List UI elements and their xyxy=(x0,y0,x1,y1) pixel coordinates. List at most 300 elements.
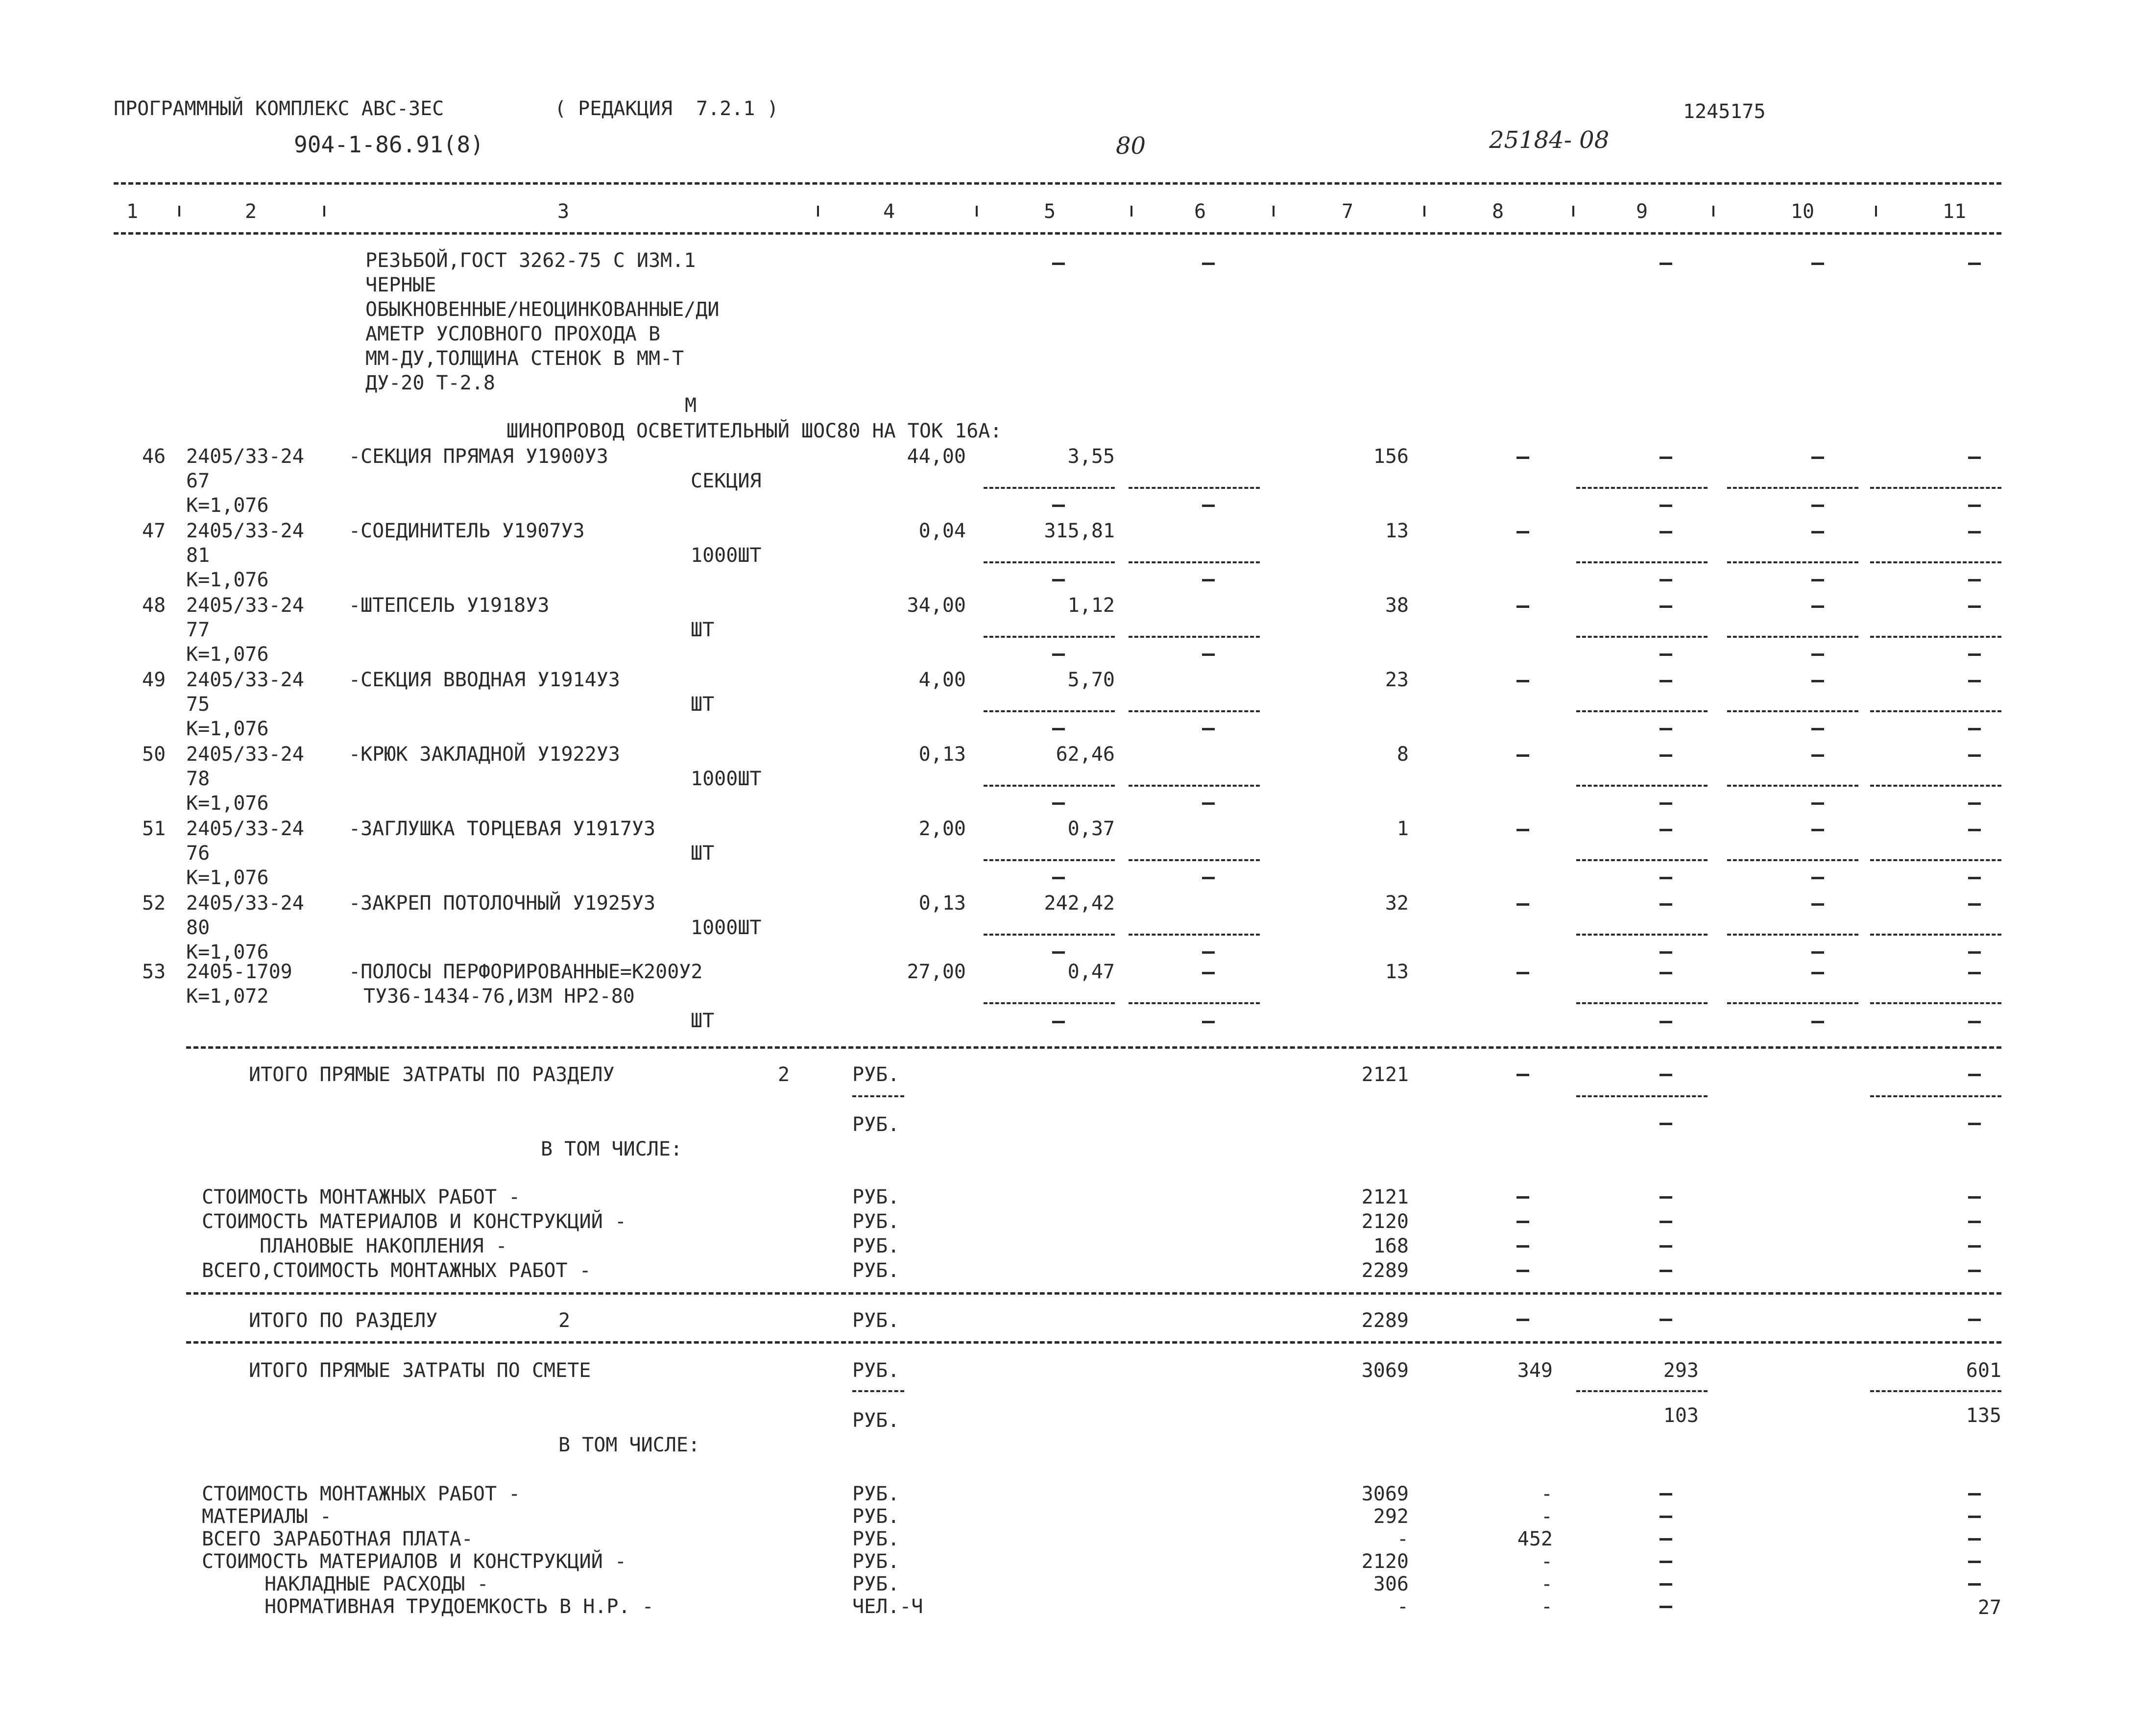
sub-rule xyxy=(1576,710,1708,712)
document-code: 1245175 xyxy=(1683,100,1766,123)
header-rule-top xyxy=(114,182,2001,185)
sub-rule xyxy=(852,1390,904,1392)
unit: РУБ. xyxy=(852,1550,900,1573)
column-number: 4 xyxy=(883,200,895,223)
dash xyxy=(1811,605,1824,608)
column-separator xyxy=(1273,206,1275,217)
row-number: 50 xyxy=(142,743,166,766)
unit: РУБ. xyxy=(852,1505,900,1528)
row-total: 156 xyxy=(1373,445,1409,468)
sub-rule xyxy=(984,561,1115,563)
row-code-suffix: 78 xyxy=(186,768,210,790)
column-separator xyxy=(323,206,325,217)
column-separator xyxy=(178,206,180,217)
estimate-direct-label: ИТОГО ПРЯМЫЕ ЗАТРАТЫ ПО СМЕТЕ xyxy=(249,1359,591,1382)
dash xyxy=(1968,505,1981,507)
row-price: 5,70 xyxy=(1067,669,1115,691)
dash xyxy=(1516,1319,1529,1321)
column-separator xyxy=(1423,206,1425,217)
row-number: 49 xyxy=(142,669,166,691)
estimate-col11: 601 xyxy=(1966,1359,2001,1382)
dash xyxy=(1660,1606,1672,1608)
dash xyxy=(1968,1021,1981,1023)
dash xyxy=(1516,754,1529,757)
row-qty: 27,00 xyxy=(907,961,966,983)
dash xyxy=(1968,754,1981,757)
row-code-suffix: 76 xyxy=(186,842,210,865)
row-code: 2405/33-24 xyxy=(186,818,304,840)
column-number: 7 xyxy=(1341,200,1354,223)
dash xyxy=(1660,754,1672,757)
estimate-col7: 3069 xyxy=(1361,1359,1409,1382)
section-direct-total: 2121 xyxy=(1361,1063,1409,1086)
row-unit: 1000ШТ xyxy=(691,544,762,567)
row-total: 1 xyxy=(1396,818,1409,840)
currency: РУБ. xyxy=(852,1309,900,1332)
dash xyxy=(1968,1493,1981,1495)
dash xyxy=(1811,579,1824,581)
dash xyxy=(1516,1221,1529,1223)
dash xyxy=(1660,1583,1672,1586)
dash xyxy=(1968,1245,1981,1248)
row-total: 32 xyxy=(1385,892,1409,915)
dash xyxy=(1811,680,1824,682)
row-coef: К=1,076 xyxy=(186,792,269,815)
dash xyxy=(1202,505,1215,507)
dash xyxy=(1202,653,1215,656)
group-title: ШИНОПРОВОД ОСВЕТИТЕЛЬНЫЙ ШОС80 НА ТОК 16А: xyxy=(506,420,1002,442)
sub-rule xyxy=(984,487,1115,489)
sub-rule xyxy=(852,1095,904,1097)
currency: РУБ. xyxy=(852,1359,900,1382)
dash xyxy=(1202,951,1215,954)
sub-rule xyxy=(984,859,1115,861)
row-total: 8 xyxy=(1396,743,1409,766)
dash xyxy=(1660,1270,1672,1272)
dash xyxy=(1660,1516,1672,1518)
dash xyxy=(1516,457,1529,459)
dash xyxy=(1516,680,1529,682)
row-code-suffix: 77 xyxy=(186,619,210,641)
sub-rule xyxy=(1727,785,1858,787)
breakdown-col8: - xyxy=(1540,1595,1553,1618)
sub-rule xyxy=(1870,934,2001,936)
sub-rule xyxy=(1576,1390,1708,1392)
row-price: 0,37 xyxy=(1067,818,1115,840)
unit: РУБ. xyxy=(852,1573,900,1595)
row-code-suffix: 75 xyxy=(186,693,210,716)
row-coef: К=1,076 xyxy=(186,718,269,740)
program-title: ПРОГРАММНЫЙ КОМПЛЕКС АВС-3ЕС xyxy=(114,97,444,120)
dash xyxy=(1968,1538,1981,1541)
breakdown-col8: - xyxy=(1540,1505,1553,1528)
dash xyxy=(1968,1221,1981,1223)
row-unit: 1000ШТ xyxy=(691,916,762,939)
breakdown-label: ВСЕГО,СТОИМОСТЬ МОНТАЖНЫХ РАБОТ - xyxy=(202,1259,591,1282)
dash xyxy=(1660,1221,1672,1223)
dash xyxy=(1968,903,1981,906)
dash xyxy=(1660,1196,1672,1199)
row-price: 3,55 xyxy=(1067,445,1115,468)
dash xyxy=(1660,531,1672,533)
row-coef: К=1,072 xyxy=(186,985,269,1008)
sub-rule xyxy=(1727,636,1858,638)
breakdown-value: 2289 xyxy=(1361,1259,1409,1282)
dash xyxy=(1202,972,1215,974)
dash xyxy=(1516,1245,1529,1248)
dash xyxy=(1052,951,1065,954)
dash xyxy=(1811,653,1824,656)
column-number: 10 xyxy=(1790,200,1815,223)
dash xyxy=(1968,263,1981,265)
unit: ЧЕЛ.-Ч xyxy=(852,1595,923,1618)
column-number: 5 xyxy=(1043,200,1056,223)
estimate-col11-b: 135 xyxy=(1966,1404,2001,1427)
sub-rule xyxy=(1129,710,1260,712)
dash xyxy=(1811,728,1824,730)
row-code: 2405/33-24 xyxy=(186,445,304,468)
dash xyxy=(1660,1021,1672,1023)
row-qty: 0,13 xyxy=(918,743,966,766)
section-including: В ТОМ ЧИСЛЕ: xyxy=(541,1138,682,1160)
project-number: 904-1-86.91(8) xyxy=(294,131,484,158)
breakdown-col7: 3069 xyxy=(1361,1483,1409,1505)
dash xyxy=(1660,1493,1672,1495)
column-separator xyxy=(817,206,819,217)
sub-rule xyxy=(1576,1002,1708,1004)
row-name: -СЕКЦИЯ ВВОДНАЯ У1914У3 xyxy=(349,669,620,691)
dash xyxy=(1968,680,1981,682)
section-rule xyxy=(186,1046,2001,1049)
dash xyxy=(1660,1561,1672,1563)
sub-rule xyxy=(1129,785,1260,787)
breakdown-label: НАКЛАДНЫЕ РАСХОДЫ - xyxy=(265,1573,489,1595)
dash xyxy=(1516,1074,1529,1076)
row-coef: К=1,076 xyxy=(186,569,269,591)
sub-rule xyxy=(1129,487,1260,489)
dash xyxy=(1052,653,1065,656)
dash xyxy=(1968,877,1981,879)
sub-rule xyxy=(1870,710,2001,712)
sub-rule xyxy=(1576,561,1708,563)
dash xyxy=(1811,951,1824,954)
row-unit: СЕКЦИЯ xyxy=(691,470,762,492)
row-number: 47 xyxy=(142,520,166,542)
unit: РУБ. xyxy=(852,1483,900,1505)
row-unit: ШТ xyxy=(691,619,715,641)
dash xyxy=(1660,951,1672,954)
dash xyxy=(1968,1516,1981,1518)
dash xyxy=(1811,903,1824,906)
column-number: 2 xyxy=(244,200,257,223)
dash xyxy=(1811,531,1824,533)
dash xyxy=(1202,263,1215,265)
row-name: -КРЮК ЗАКЛАДНОЙ У1922У3 xyxy=(349,743,620,766)
row-code-suffix: 80 xyxy=(186,916,210,939)
breakdown-label: ВСЕГО ЗАРАБОТНАЯ ПЛАТА- xyxy=(202,1528,473,1550)
currency: РУБ. xyxy=(852,1259,900,1282)
row-name: -СОЕДИНИТЕЛЬ У1907У3 xyxy=(349,520,585,542)
dash xyxy=(1660,972,1672,974)
dash xyxy=(1660,1074,1672,1076)
row-qty: 0,04 xyxy=(918,520,966,542)
column-number: 8 xyxy=(1491,200,1504,223)
section-number: 2 xyxy=(558,1309,571,1332)
column-separator xyxy=(976,206,978,217)
breakdown-col8: - xyxy=(1540,1550,1553,1573)
sub-rule xyxy=(1727,710,1858,712)
unit: РУБ. xyxy=(852,1528,900,1550)
row-coef: К=1,076 xyxy=(186,941,269,964)
row-unit: ШТ xyxy=(691,1010,715,1032)
sub-rule xyxy=(1870,1002,2001,1004)
sub-rule xyxy=(1129,1002,1260,1004)
dash xyxy=(1052,263,1065,265)
dash xyxy=(1811,457,1824,459)
row-number: 53 xyxy=(142,961,166,983)
currency: РУБ. xyxy=(852,1113,900,1136)
sub-rule xyxy=(1870,636,2001,638)
dash xyxy=(1811,263,1824,265)
breakdown-col7: 306 xyxy=(1373,1573,1409,1595)
breakdown-col7: - xyxy=(1396,1595,1409,1618)
sub-rule xyxy=(984,1002,1115,1004)
row-total: 13 xyxy=(1385,520,1409,542)
dash xyxy=(1660,829,1672,831)
dash xyxy=(1660,1123,1672,1125)
dash xyxy=(1052,1021,1065,1023)
row-total: 13 xyxy=(1385,961,1409,983)
dash xyxy=(1968,457,1981,459)
currency: РУБ. xyxy=(852,1210,900,1233)
dash xyxy=(1660,802,1672,805)
dash xyxy=(1811,505,1824,507)
intro-line: АМЕТР УСЛОВНОГО ПРОХОДА В xyxy=(365,323,661,345)
row-coef: К=1,076 xyxy=(186,494,269,517)
currency: РУБ. xyxy=(852,1063,900,1086)
breakdown-col8: - xyxy=(1540,1573,1553,1595)
section-direct-label: ИТОГО ПРЯМЫЕ ЗАТРАТЫ ПО РАЗДЕЛУ xyxy=(249,1063,615,1086)
breakdown-label: ПЛАНОВЫЕ НАКОПЛЕНИЯ - xyxy=(260,1235,507,1257)
dash xyxy=(1660,457,1672,459)
row-name: -ЗАКРЕП ПОТОЛОЧНЫЙ У1925У3 xyxy=(349,892,656,915)
document-number: 25184- 08 xyxy=(1489,126,1610,154)
sub-rule xyxy=(1129,561,1260,563)
estimate-including: В ТОМ ЧИСЛЕ: xyxy=(558,1434,700,1456)
row-code: 2405/33-24 xyxy=(186,669,304,691)
row-number: 51 xyxy=(142,818,166,840)
dash xyxy=(1968,1270,1981,1272)
row-price: 1,12 xyxy=(1067,594,1115,617)
row-coef: К=1,076 xyxy=(186,643,269,666)
sub-rule xyxy=(1870,785,2001,787)
sub-rule xyxy=(1870,1095,2001,1097)
dash xyxy=(1660,1245,1672,1248)
row-code: 2405/33-24 xyxy=(186,743,304,766)
row-code-suffix: 81 xyxy=(186,544,210,567)
sub-rule xyxy=(984,785,1115,787)
dash xyxy=(1968,1583,1981,1586)
dash xyxy=(1811,1021,1824,1023)
intro-unit: М xyxy=(685,394,697,417)
breakdown-value: 2120 xyxy=(1361,1210,1409,1233)
dash xyxy=(1968,972,1981,974)
dash xyxy=(1968,605,1981,608)
dash xyxy=(1516,605,1529,608)
intro-line: ОБЫКНОВЕННЫЕ/НЕОЦИНКОВАННЫЕ/ДИ xyxy=(365,298,720,321)
row-code: 2405/33-24 xyxy=(186,594,304,617)
sub-rule xyxy=(1129,636,1260,638)
breakdown-col7: 2120 xyxy=(1361,1550,1409,1573)
intro-line: РЕЗЬБОЙ,ГОСТ 3262-75 С ИЗМ.1 xyxy=(365,249,696,272)
dash xyxy=(1516,903,1529,906)
sub-rule xyxy=(1727,487,1858,489)
row-price: 62,46 xyxy=(1056,743,1115,766)
sub-rule xyxy=(984,934,1115,936)
dash xyxy=(1052,505,1065,507)
sub-rule xyxy=(1129,934,1260,936)
dash xyxy=(1968,579,1981,581)
row-number: 46 xyxy=(142,445,166,468)
column-number: 9 xyxy=(1636,200,1648,223)
breakdown-label: МАТЕРИАЛЫ - xyxy=(202,1505,332,1528)
dash xyxy=(1052,802,1065,805)
dash xyxy=(1202,579,1215,581)
row-qty: 4,00 xyxy=(918,669,966,691)
sub-rule xyxy=(1870,561,2001,563)
header-rule-bottom xyxy=(114,232,2001,235)
sub-rule xyxy=(1870,859,2001,861)
row-qty: 44,00 xyxy=(907,445,966,468)
row-name: -СЕКЦИЯ ПРЯМАЯ У1900У3 xyxy=(349,445,608,468)
dash xyxy=(1660,653,1672,656)
dash xyxy=(1811,877,1824,879)
row-name: -ЗАГЛУШКА ТОРЦЕВАЯ У1917У3 xyxy=(349,818,656,840)
breakdown-label: СТОИМОСТЬ МОНТАЖНЫХ РАБОТ - xyxy=(202,1186,521,1208)
dash xyxy=(1660,605,1672,608)
row-coef: К=1,076 xyxy=(186,867,269,889)
dash xyxy=(1052,579,1065,581)
row-number: 52 xyxy=(142,892,166,915)
dash xyxy=(1811,802,1824,805)
dash xyxy=(1052,728,1065,730)
breakdown-label: СТОИМОСТЬ МОНТАЖНЫХ РАБОТ - xyxy=(202,1483,521,1505)
column-separator xyxy=(1131,206,1132,217)
dash xyxy=(1968,728,1981,730)
currency: РУБ. xyxy=(852,1409,900,1432)
breakdown-col7: - xyxy=(1396,1528,1409,1550)
dash xyxy=(1660,505,1672,507)
row-name: -ПОЛОСЫ ПЕРФОРИРОВАННЫЕ=К200У2 xyxy=(349,961,703,983)
row-name-continued: ТУ36-1434-76,ИЗМ НР2-80 xyxy=(363,985,635,1008)
row-code: 2405-1709 xyxy=(186,961,292,983)
dash xyxy=(1660,680,1672,682)
dash xyxy=(1811,972,1824,974)
row-total: 23 xyxy=(1385,669,1409,691)
breakdown-label: СТОИМОСТЬ МАТЕРИАЛОВ И КОНСТРУКЦИЙ - xyxy=(202,1550,626,1573)
dash xyxy=(1968,1196,1981,1199)
sub-rule xyxy=(1576,785,1708,787)
dash xyxy=(1811,754,1824,757)
row-price: 242,42 xyxy=(1044,892,1115,915)
intro-line: ММ-ДУ,ТОЛЩИНА СТЕНОК В ММ-Т xyxy=(365,347,684,370)
column-number: 11 xyxy=(1942,200,1967,223)
section-rule xyxy=(186,1292,2001,1295)
currency: РУБ. xyxy=(852,1235,900,1257)
estimate-last-col11: 27 xyxy=(1977,1596,2001,1619)
column-number: 3 xyxy=(557,200,570,223)
dash xyxy=(1202,877,1215,879)
dash xyxy=(1968,1074,1981,1076)
page-number: 80 xyxy=(1116,132,1146,160)
dash xyxy=(1660,579,1672,581)
breakdown-value: 168 xyxy=(1373,1235,1409,1257)
column-number: 6 xyxy=(1194,200,1206,223)
row-unit: ШТ xyxy=(691,842,715,865)
row-qty: 34,00 xyxy=(907,594,966,617)
currency: РУБ. xyxy=(852,1186,900,1208)
sub-rule xyxy=(1727,859,1858,861)
estimate-col9: 293 xyxy=(1663,1359,1699,1382)
dash xyxy=(1660,1538,1672,1541)
sub-rule xyxy=(1576,487,1708,489)
sub-rule xyxy=(1727,561,1858,563)
row-code-suffix: 67 xyxy=(186,470,210,492)
dash xyxy=(1660,728,1672,730)
estimate-col9-b: 103 xyxy=(1663,1404,1699,1427)
row-total: 38 xyxy=(1385,594,1409,617)
dash xyxy=(1968,1561,1981,1563)
breakdown-col8: 452 xyxy=(1517,1528,1553,1550)
column-separator xyxy=(1712,206,1714,217)
dash xyxy=(1202,1021,1215,1023)
dash xyxy=(1516,1196,1529,1199)
dash xyxy=(1811,829,1824,831)
sub-rule xyxy=(984,710,1115,712)
row-code: 2405/33-24 xyxy=(186,520,304,542)
row-code: 2405/33-24 xyxy=(186,892,304,915)
breakdown-label: НОРМАТИВНАЯ ТРУДОЕМКОСТЬ В Н.Р. - xyxy=(265,1595,654,1618)
row-unit: ШТ xyxy=(691,693,715,716)
sub-rule xyxy=(1576,636,1708,638)
dash xyxy=(1968,829,1981,831)
row-price: 0,47 xyxy=(1067,961,1115,983)
program-edition: ( РЕДАКЦИЯ 7.2.1 ) xyxy=(554,97,779,120)
breakdown-label: СТОИМОСТЬ МАТЕРИАЛОВ И КОНСТРУКЦИЙ - xyxy=(202,1210,626,1233)
sub-rule xyxy=(1727,1002,1858,1004)
section-total-label: ИТОГО ПО РАЗДЕЛУ xyxy=(249,1309,438,1332)
breakdown-value: 2121 xyxy=(1361,1186,1409,1208)
dash xyxy=(1660,877,1672,879)
section-number: 2 xyxy=(778,1063,790,1086)
row-name: -ШТЕПСЕЛЬ У1918У3 xyxy=(349,594,550,617)
sub-rule xyxy=(984,636,1115,638)
row-unit: 1000ШТ xyxy=(691,768,762,790)
dash xyxy=(1516,1270,1529,1272)
dash xyxy=(1660,263,1672,265)
dash xyxy=(1202,802,1215,805)
sub-rule xyxy=(1576,934,1708,936)
column-separator xyxy=(1572,206,1574,217)
sub-rule xyxy=(1576,859,1708,861)
dash xyxy=(1660,1319,1672,1321)
row-price: 315,81 xyxy=(1044,520,1115,542)
breakdown-col8: - xyxy=(1540,1483,1553,1505)
dash xyxy=(1660,903,1672,906)
dash xyxy=(1968,802,1981,805)
dash xyxy=(1516,829,1529,831)
sub-rule xyxy=(1870,487,2001,489)
